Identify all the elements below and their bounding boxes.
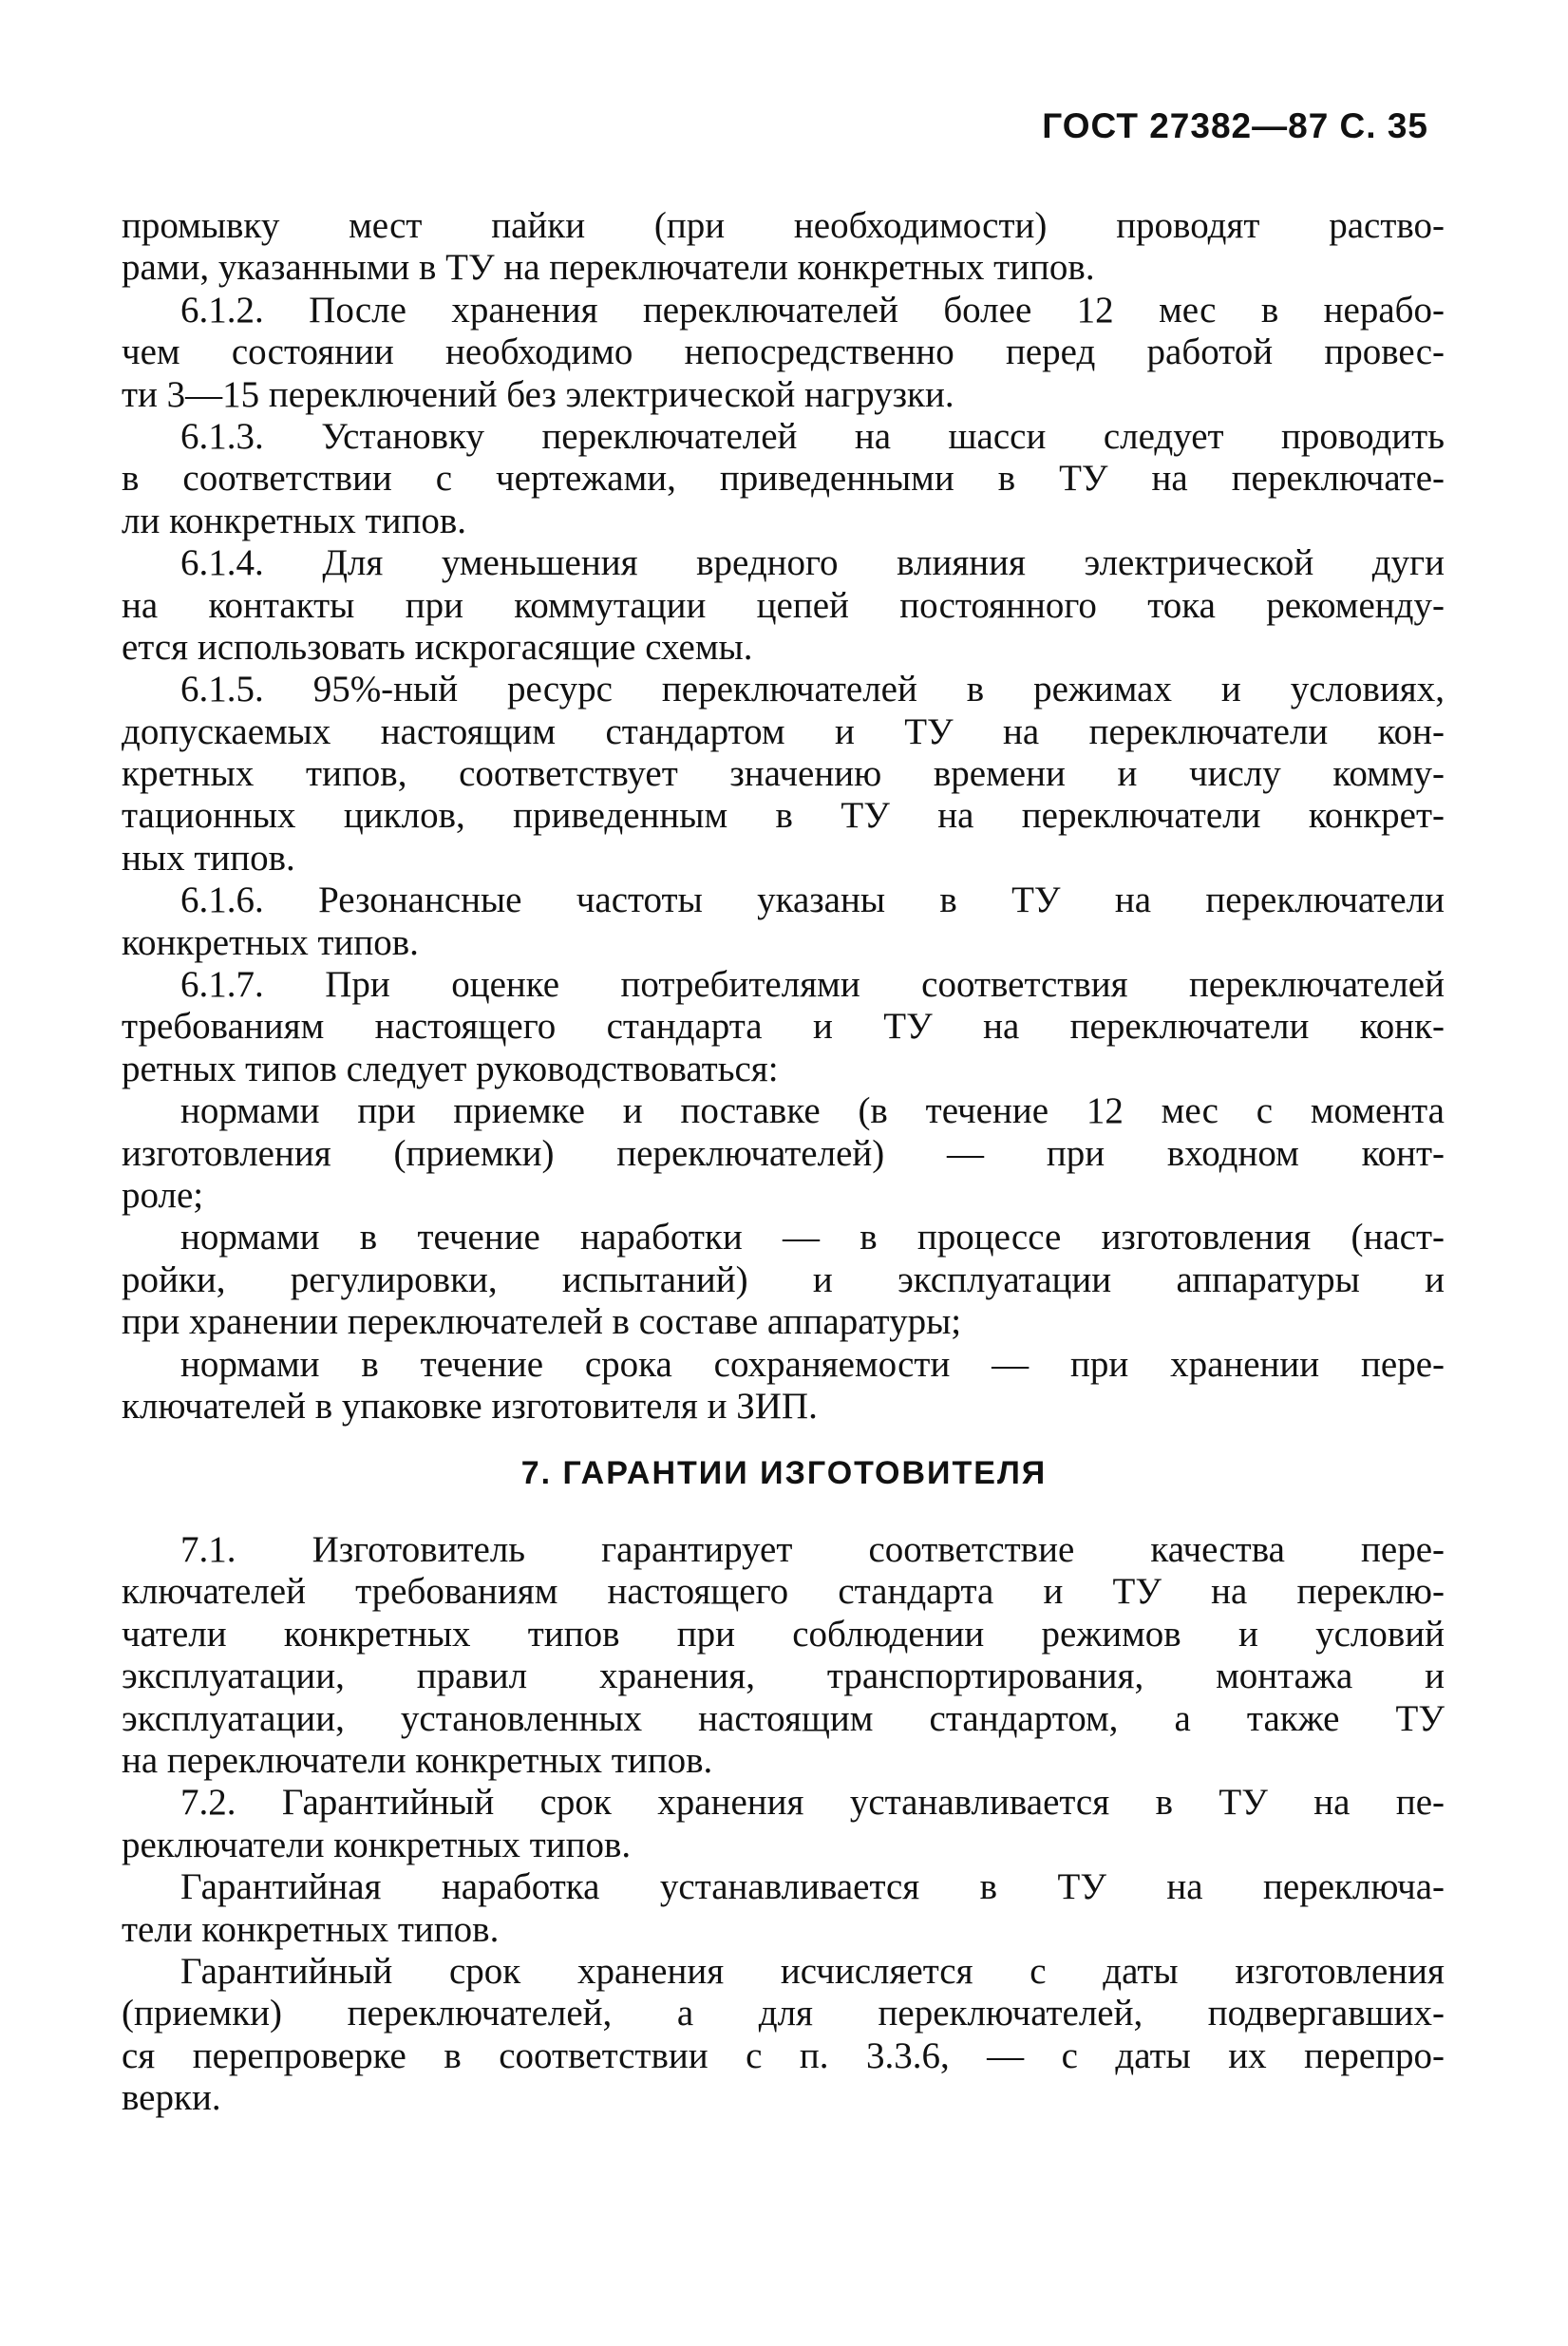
text-line: нормами при приемке и поставке (в течение 12 мес с момента — [180, 1090, 1445, 1132]
text-line: 7.2. Гарантийный срок хранения устанавливается в ТУ на пе- — [180, 1782, 1445, 1824]
text-line: 6.1.2. После хранения переключателей более 12 мес в нерабо- — [180, 289, 1445, 331]
text-line: (приемки) переключателей, а для переключателей, подвергавших- — [122, 1993, 1445, 2034]
text-line: Гарантийный срок хранения исчисляется с даты изготовления — [180, 1950, 1445, 1992]
text-line: ключателей в упаковке изготовителя и ЗИП. — [122, 1385, 818, 1427]
text-line: чатели конкретных типов при соблюдении режимов и условий — [122, 1613, 1445, 1655]
text-line: допускаемых настоящим стандартом и ТУ на переключатели кон- — [122, 710, 1445, 752]
text-line: конкретных типов. — [122, 921, 419, 963]
text-line: ется использовать искрогасящие схемы. — [122, 626, 753, 668]
text-line: верки. — [122, 2077, 221, 2119]
text-line: ли конкретных типов. — [122, 500, 466, 541]
text-line: 7.1. Изготовитель гарантирует соответствие качества пере- — [180, 1529, 1445, 1570]
text-line: промывку мест пайки (при необходимости) проводят раство- — [122, 205, 1445, 246]
text-line: ных типов. — [122, 837, 295, 879]
text-line: тационных циклов, приведенным в ТУ на переключатели конкрет- — [122, 795, 1445, 837]
text-line: на переключатели конкретных типов. — [122, 1739, 713, 1781]
text-line: роле; — [122, 1174, 204, 1216]
text-line: эксплуатации, правил хранения, транспортирования, монтажа и — [122, 1655, 1445, 1697]
text-line: кретных типов, соответствует значению времени и числу комму- — [122, 753, 1445, 795]
page-header: ГОСТ 27382—87 С. 35 — [1042, 106, 1428, 145]
text-line: изготовления (приемки) переключателей) — при входном конт- — [122, 1132, 1445, 1174]
text-line: 6.1.6. Резонансные частоты указаны в ТУ на переключатели — [180, 880, 1445, 921]
text-line: ти 3—15 переключений без электрической нагрузки. — [122, 373, 954, 415]
text-line: ройки, регулировки, испытаний) и эксплуатации аппаратуры и — [122, 1258, 1445, 1300]
text-line: рами, указанными в ТУ на переключатели конкретных типов. — [122, 247, 1095, 289]
text-line: требованиям настоящего стандарта и ТУ на переключатели конк- — [122, 1006, 1445, 1048]
text-line: эксплуатации, установленных настоящим стандартом, а также ТУ — [122, 1697, 1445, 1739]
text-line: 6.1.5. 95%-ный ресурс переключателей в режимах и условиях, — [180, 669, 1445, 710]
section-6-text — [122, 205, 1445, 1428]
text-line: на контакты при коммутации цепей постоянного тока рекоменду- — [122, 584, 1445, 626]
text-line: чем состоянии необходимо непосредственно перед работой провес- — [122, 331, 1445, 373]
text-line: реключатели конкретных типов. — [122, 1824, 632, 1865]
text-line: 6.1.3. Установку переключателей на шасси следует проводить — [180, 415, 1445, 457]
text-line: тели конкретных типов. — [122, 1908, 500, 1950]
text-line: при хранении переключателей в составе аппаратуры; — [122, 1301, 962, 1343]
text-line: ключателей требованиям настоящего стандарта и ТУ на переклю- — [122, 1571, 1445, 1613]
text-line: 6.1.4. Для уменьшения вредного влияния электрической дуги — [180, 542, 1445, 584]
text-line: нормами в течение срока сохраняемости — при хранении пере- — [180, 1343, 1445, 1385]
text-line: 6.1.7. При оценке потребителями соответствия переключателей — [180, 964, 1445, 1006]
text-line: ретных типов следует руководствоваться: — [122, 1048, 779, 1089]
text-line: Гарантийная наработка устанавливается в ТУ на переключа- — [180, 1866, 1445, 1908]
section-7-text — [122, 1529, 1445, 2119]
section-7-title: 7. ГАРАНТИИ ИЗГОТОВИТЕЛЯ — [520, 1455, 1048, 1491]
text-line: ся перепроверке в соответствии с п. 3.3.6, — с даты их перепро- — [122, 2034, 1445, 2076]
text-line: в соответствии с чертежами, приведенными в ТУ на переключате- — [122, 458, 1445, 500]
text-line: нормами в течение наработки — в процессе изготовления (наст- — [180, 1217, 1445, 1258]
